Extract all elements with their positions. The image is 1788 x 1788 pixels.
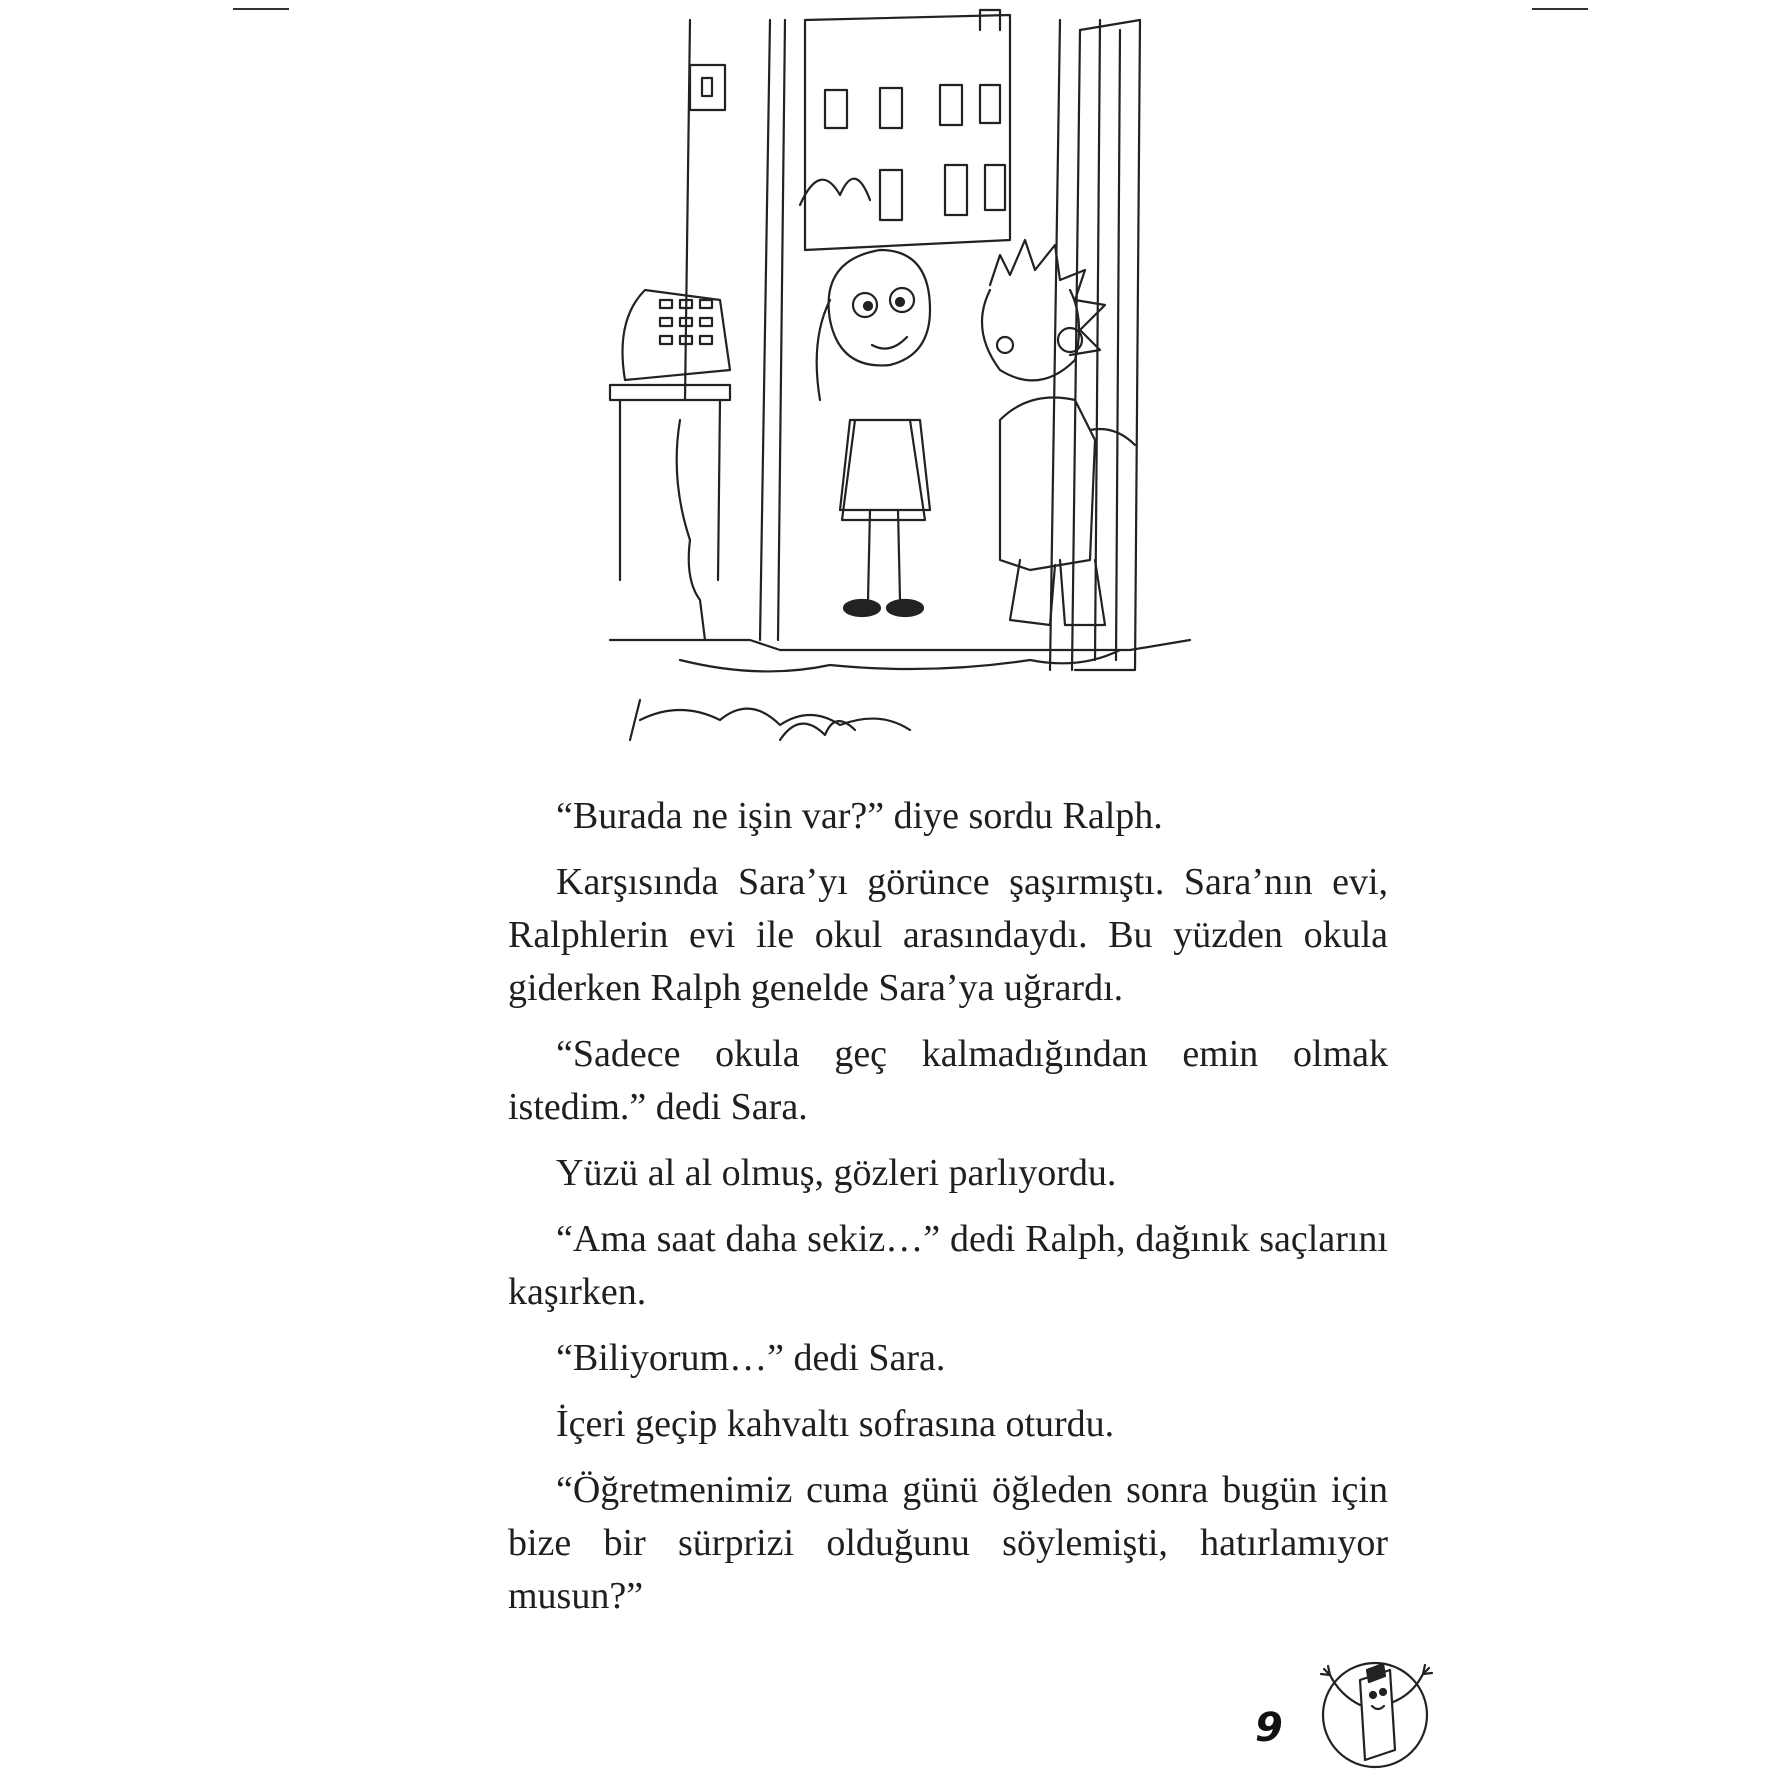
paragraph: “Biliyorum…” dedi Sara.: [556, 1337, 946, 1379]
paragraph: “Burada ne işin var?” diye sordu Ralph.: [556, 795, 1163, 837]
waving-character-icon: [1315, 1640, 1435, 1780]
paragraph: Karşısında Sara’yı görünce şaşırmıştı. Sara’nın evi, Ralphlerin evi ile okul arasındaydı. Bu yüzden okula giderken Ralph genelde Sara’ya uğrardı.: [508, 861, 1388, 1009]
crop-mark-right: [1532, 8, 1588, 10]
paragraph: “Öğretmenimiz cuma günü öğleden sonra bugün için bize bir sürprizi olduğunu söylemişti, hatırlamıyor musun?”: [508, 1469, 1388, 1617]
page-number: 9: [1255, 1705, 1283, 1751]
story-text: [508, 790, 1388, 1636]
paragraph: Yüzü al al olmuş, gözleri parlıyordu.: [556, 1152, 1117, 1194]
paragraph: İçeri geçip kahvaltı sofrasına oturdu.: [556, 1403, 1115, 1445]
doorway-illustration: [580, 0, 1260, 770]
crop-mark-left: [233, 8, 289, 10]
paragraph: “Ama saat daha sekiz…” dedi Ralph, dağınık saçlarını kaşırken.: [508, 1218, 1388, 1313]
paragraph: “Sadece okula geç kalmadığından emin olmak istedim.” dedi Sara.: [508, 1033, 1388, 1128]
